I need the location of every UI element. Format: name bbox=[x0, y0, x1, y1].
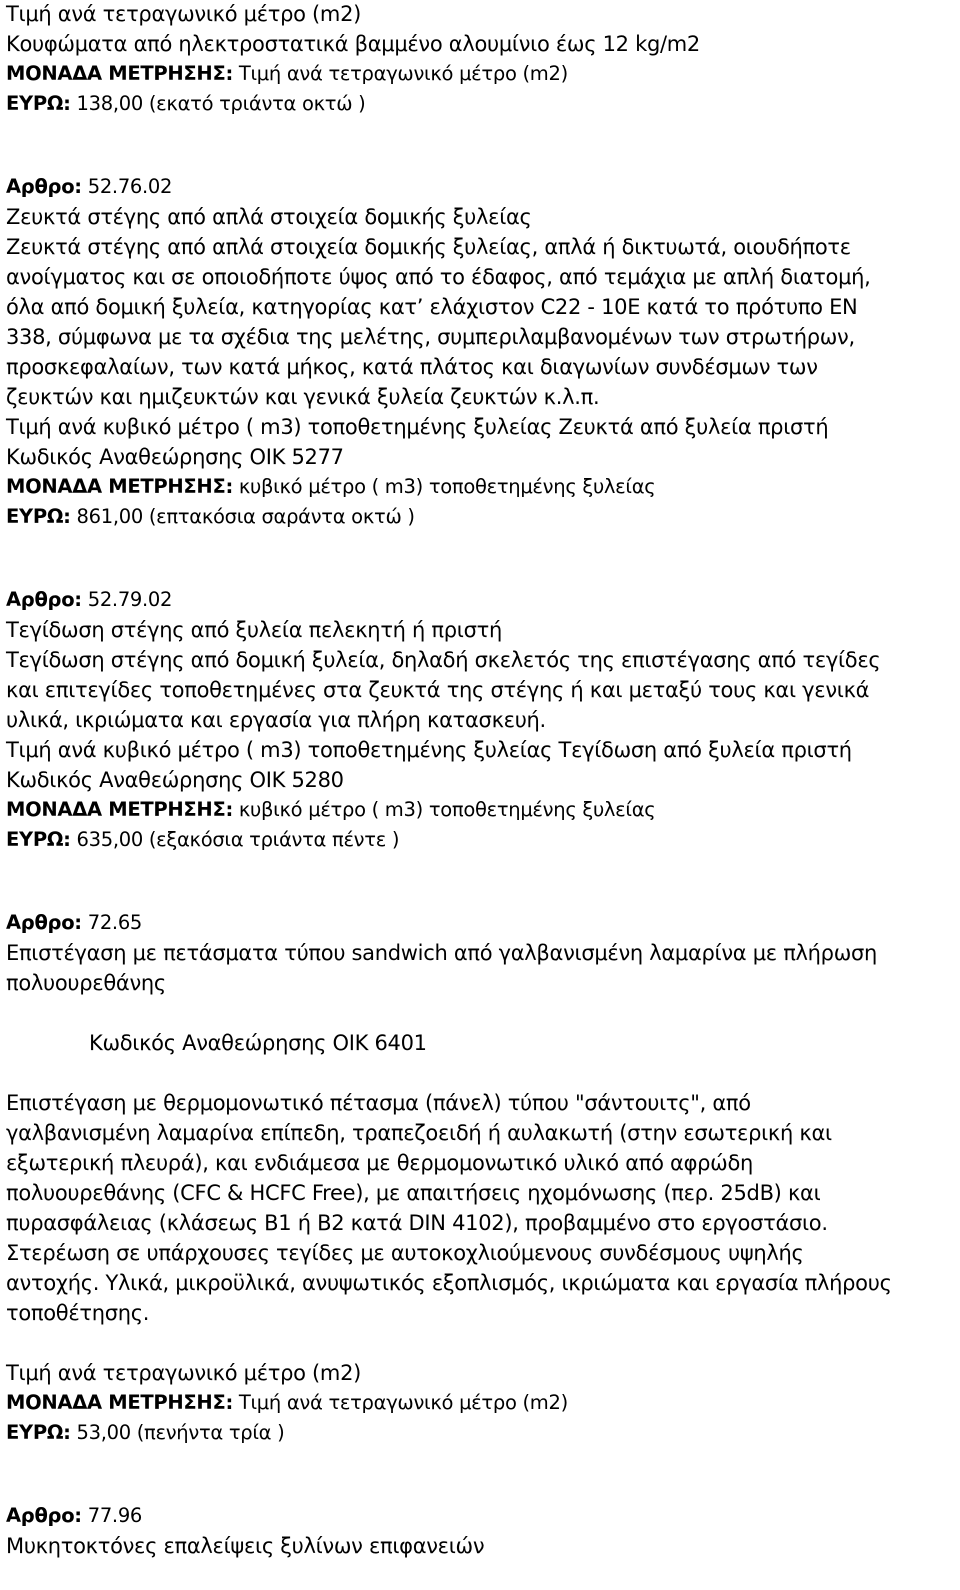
price-description-line: Τιμή ανά κυβικό μέτρο ( m3) τοποθετημένης ξυλείας Ζευκτά από ξυλεία πριστή bbox=[6, 415, 829, 439]
unit-label: ΜΟΝΑΔΑ ΜΕΤΡΗΣΗΣ: bbox=[6, 62, 233, 85]
article-description-line: ανοίγματος και σε οποιοδήποτε ύψος από το έδαφος, από τεμάχια με απλή διατομή, bbox=[6, 265, 871, 289]
article-header bbox=[6, 585, 952, 615]
price-value: 138,00 (εκατό τριάντα οκτώ ) bbox=[70, 92, 366, 115]
article-description-line: Ζευκτά στέγης από απλά στοιχεία δομικής ξυλείας, απλά ή δικτυωτά, οιουδήποτε bbox=[6, 235, 851, 259]
measurement-unit-line bbox=[6, 472, 952, 502]
article-description-line: εξωτερική πλευρά), και ενδιάμεσα με θερμομονωτικό υλικό από αφρώδη bbox=[6, 1151, 754, 1175]
price-line bbox=[6, 502, 952, 532]
price-line bbox=[6, 89, 952, 119]
price-line bbox=[6, 1418, 952, 1448]
measurement-unit-line bbox=[6, 1388, 952, 1418]
unit-label: ΜΟΝΑΔΑ ΜΕΤΡΗΣΗΣ: bbox=[6, 1391, 233, 1414]
article-number: 52.79.02 bbox=[81, 588, 173, 611]
article-title: πολυουρεθάνης bbox=[6, 971, 166, 995]
article-title: Μυκητοκτόνες επαλείψεις ξυλίνων επιφανειών bbox=[6, 1534, 485, 1558]
price-description-line: Τιμή ανά κυβικό μέτρο ( m3) τοποθετημένης ξυλείας Τεγίδωση από ξυλεία πριστή bbox=[6, 738, 852, 762]
article-description-line: Επιστέγαση με θερμομονωτικό πέτασμα (πάνελ) τύπου "σάντουιτς", από bbox=[6, 1091, 751, 1115]
article-description-line: τοποθέτησης. bbox=[6, 1301, 150, 1325]
revision-code: Κωδικός Αναθεώρησης ΟΙΚ 5280 bbox=[6, 768, 344, 792]
article-label: Αρθρο: bbox=[6, 588, 82, 611]
unit-label: ΜΟΝΑΔΑ ΜΕΤΡΗΣΗΣ: bbox=[6, 798, 233, 821]
unit-value: Τιμή ανά τετραγωνικό μέτρο (m2) bbox=[232, 62, 568, 85]
measurement-unit-line bbox=[6, 795, 952, 825]
article-description-line: 338, σύμφωνα με τα σχέδια της μελέτης, συμπεριλαμβανομένων των στρωτήρων, bbox=[6, 325, 855, 349]
article-description-line: γαλβανισμένη λαμαρίνα επίπεδη, τραπεζοειδή ή αυλακωτή (στην εσωτερική και bbox=[6, 1121, 832, 1145]
price-value: 53,00 (πενήντα τρία ) bbox=[70, 1421, 285, 1444]
article-description-line: αντοχής. Υλικά, μικροϋλικά, ανυψωτικός εξοπλισμός, ικριώματα και εργασία πλήρους bbox=[6, 1271, 892, 1295]
price-value: 635,00 (εξακόσια τριάντα πέντε ) bbox=[70, 828, 400, 851]
price-line bbox=[6, 825, 952, 855]
price-description-line: Τιμή ανά τετραγωνικό μέτρο (m2) bbox=[6, 1361, 362, 1385]
article-title: Επιστέγαση με πετάσματα τύπου sandwich από γαλβανισμένη λαμαρίνα με πλήρωση bbox=[6, 941, 878, 965]
price-description-line: Τιμή ανά τετραγωνικό μέτρο (m2) bbox=[6, 2, 362, 26]
article-description-line: και επιτεγίδες τοποθετημένες στα ζευκτά της στέγης ή και μεταξύ τους και γενικά bbox=[6, 678, 870, 702]
unit-label: ΜΟΝΑΔΑ ΜΕΤΡΗΣΗΣ: bbox=[6, 475, 233, 498]
unit-value: Τιμή ανά τετραγωνικό μέτρο (m2) bbox=[232, 1391, 568, 1414]
article-title: Ζευκτά στέγης από απλά στοιχεία δομικής ξυλείας bbox=[6, 205, 532, 229]
article-label: Αρθρο: bbox=[6, 1504, 82, 1527]
article-description-line: πολυουρεθάνης (CFC & HCFC Free), με απαιτήσεις ηχομόνωσης (περ. 25dB) και bbox=[6, 1181, 821, 1205]
article-description-line: Τεγίδωση στέγης από δομική ξυλεία, δηλαδή σκελετός της επιστέγασης από τεγίδες bbox=[6, 648, 881, 672]
article-label: Αρθρο: bbox=[6, 175, 82, 198]
price-label: ΕΥΡΩ: bbox=[6, 828, 71, 851]
article-label: Αρθρο: bbox=[6, 911, 82, 934]
article-title: Τεγίδωση στέγης από ξυλεία πελεκητή ή πριστή bbox=[6, 618, 502, 642]
unit-value: κυβικό μέτρο ( m3) τοποθετημένης ξυλείας bbox=[232, 798, 656, 821]
measurement-unit-line bbox=[6, 59, 952, 89]
article-number: 72.65 bbox=[81, 911, 143, 934]
price-value: 861,00 (επτακόσια σαράντα οκτώ ) bbox=[70, 505, 415, 528]
article-description-line: πυρασφάλειας (κλάσεως Β1 ή Β2 κατά DIN 4102), προβαμμένο στο εργοστάσιο. bbox=[6, 1211, 828, 1235]
revision-code: Κωδικός Αναθεώρησης ΟΙΚ 5277 bbox=[6, 445, 344, 469]
article-number: 77.96 bbox=[81, 1504, 143, 1527]
item-description: Κουφώματα από ηλεκτροστατικά βαμμένο αλουμίνιο έως 12 kg/m2 bbox=[6, 32, 700, 56]
article-description-line: προσκεφαλαίων, των κατά μήκος, κατά πλάτος και διαγωνίων συνδέσμων των bbox=[6, 355, 818, 379]
revision-code: Κωδικός Αναθεώρησης ΟΙΚ 6401 bbox=[89, 1031, 427, 1055]
price-label: ΕΥΡΩ: bbox=[6, 1421, 71, 1444]
price-label: ΕΥΡΩ: bbox=[6, 92, 71, 115]
article-description-line: όλα από δομική ξυλεία, κατηγορίας κατ’ ελάχιστον C22 - 10E κατά το πρότυπο EN bbox=[6, 295, 858, 319]
article-description-line: υλικά, ικριώματα και εργασία για πλήρη κατασκευή. bbox=[6, 708, 546, 732]
article-description-line: ζευκτών και ημιζευκτών και γενικά ξυλεία ζευκτών κ.λ.π. bbox=[6, 385, 600, 409]
article-header bbox=[6, 172, 952, 202]
price-label: ΕΥΡΩ: bbox=[6, 505, 71, 528]
article-description-line: Στερέωση σε υπάρχουσες τεγίδες με αυτοκοχλιούμενους συνδέσμους υψηλής bbox=[6, 1241, 804, 1265]
unit-value: κυβικό μέτρο ( m3) τοποθετημένης ξυλείας bbox=[232, 475, 656, 498]
article-number: 52.76.02 bbox=[81, 175, 173, 198]
article-header bbox=[6, 1501, 952, 1531]
article-header bbox=[6, 908, 952, 938]
